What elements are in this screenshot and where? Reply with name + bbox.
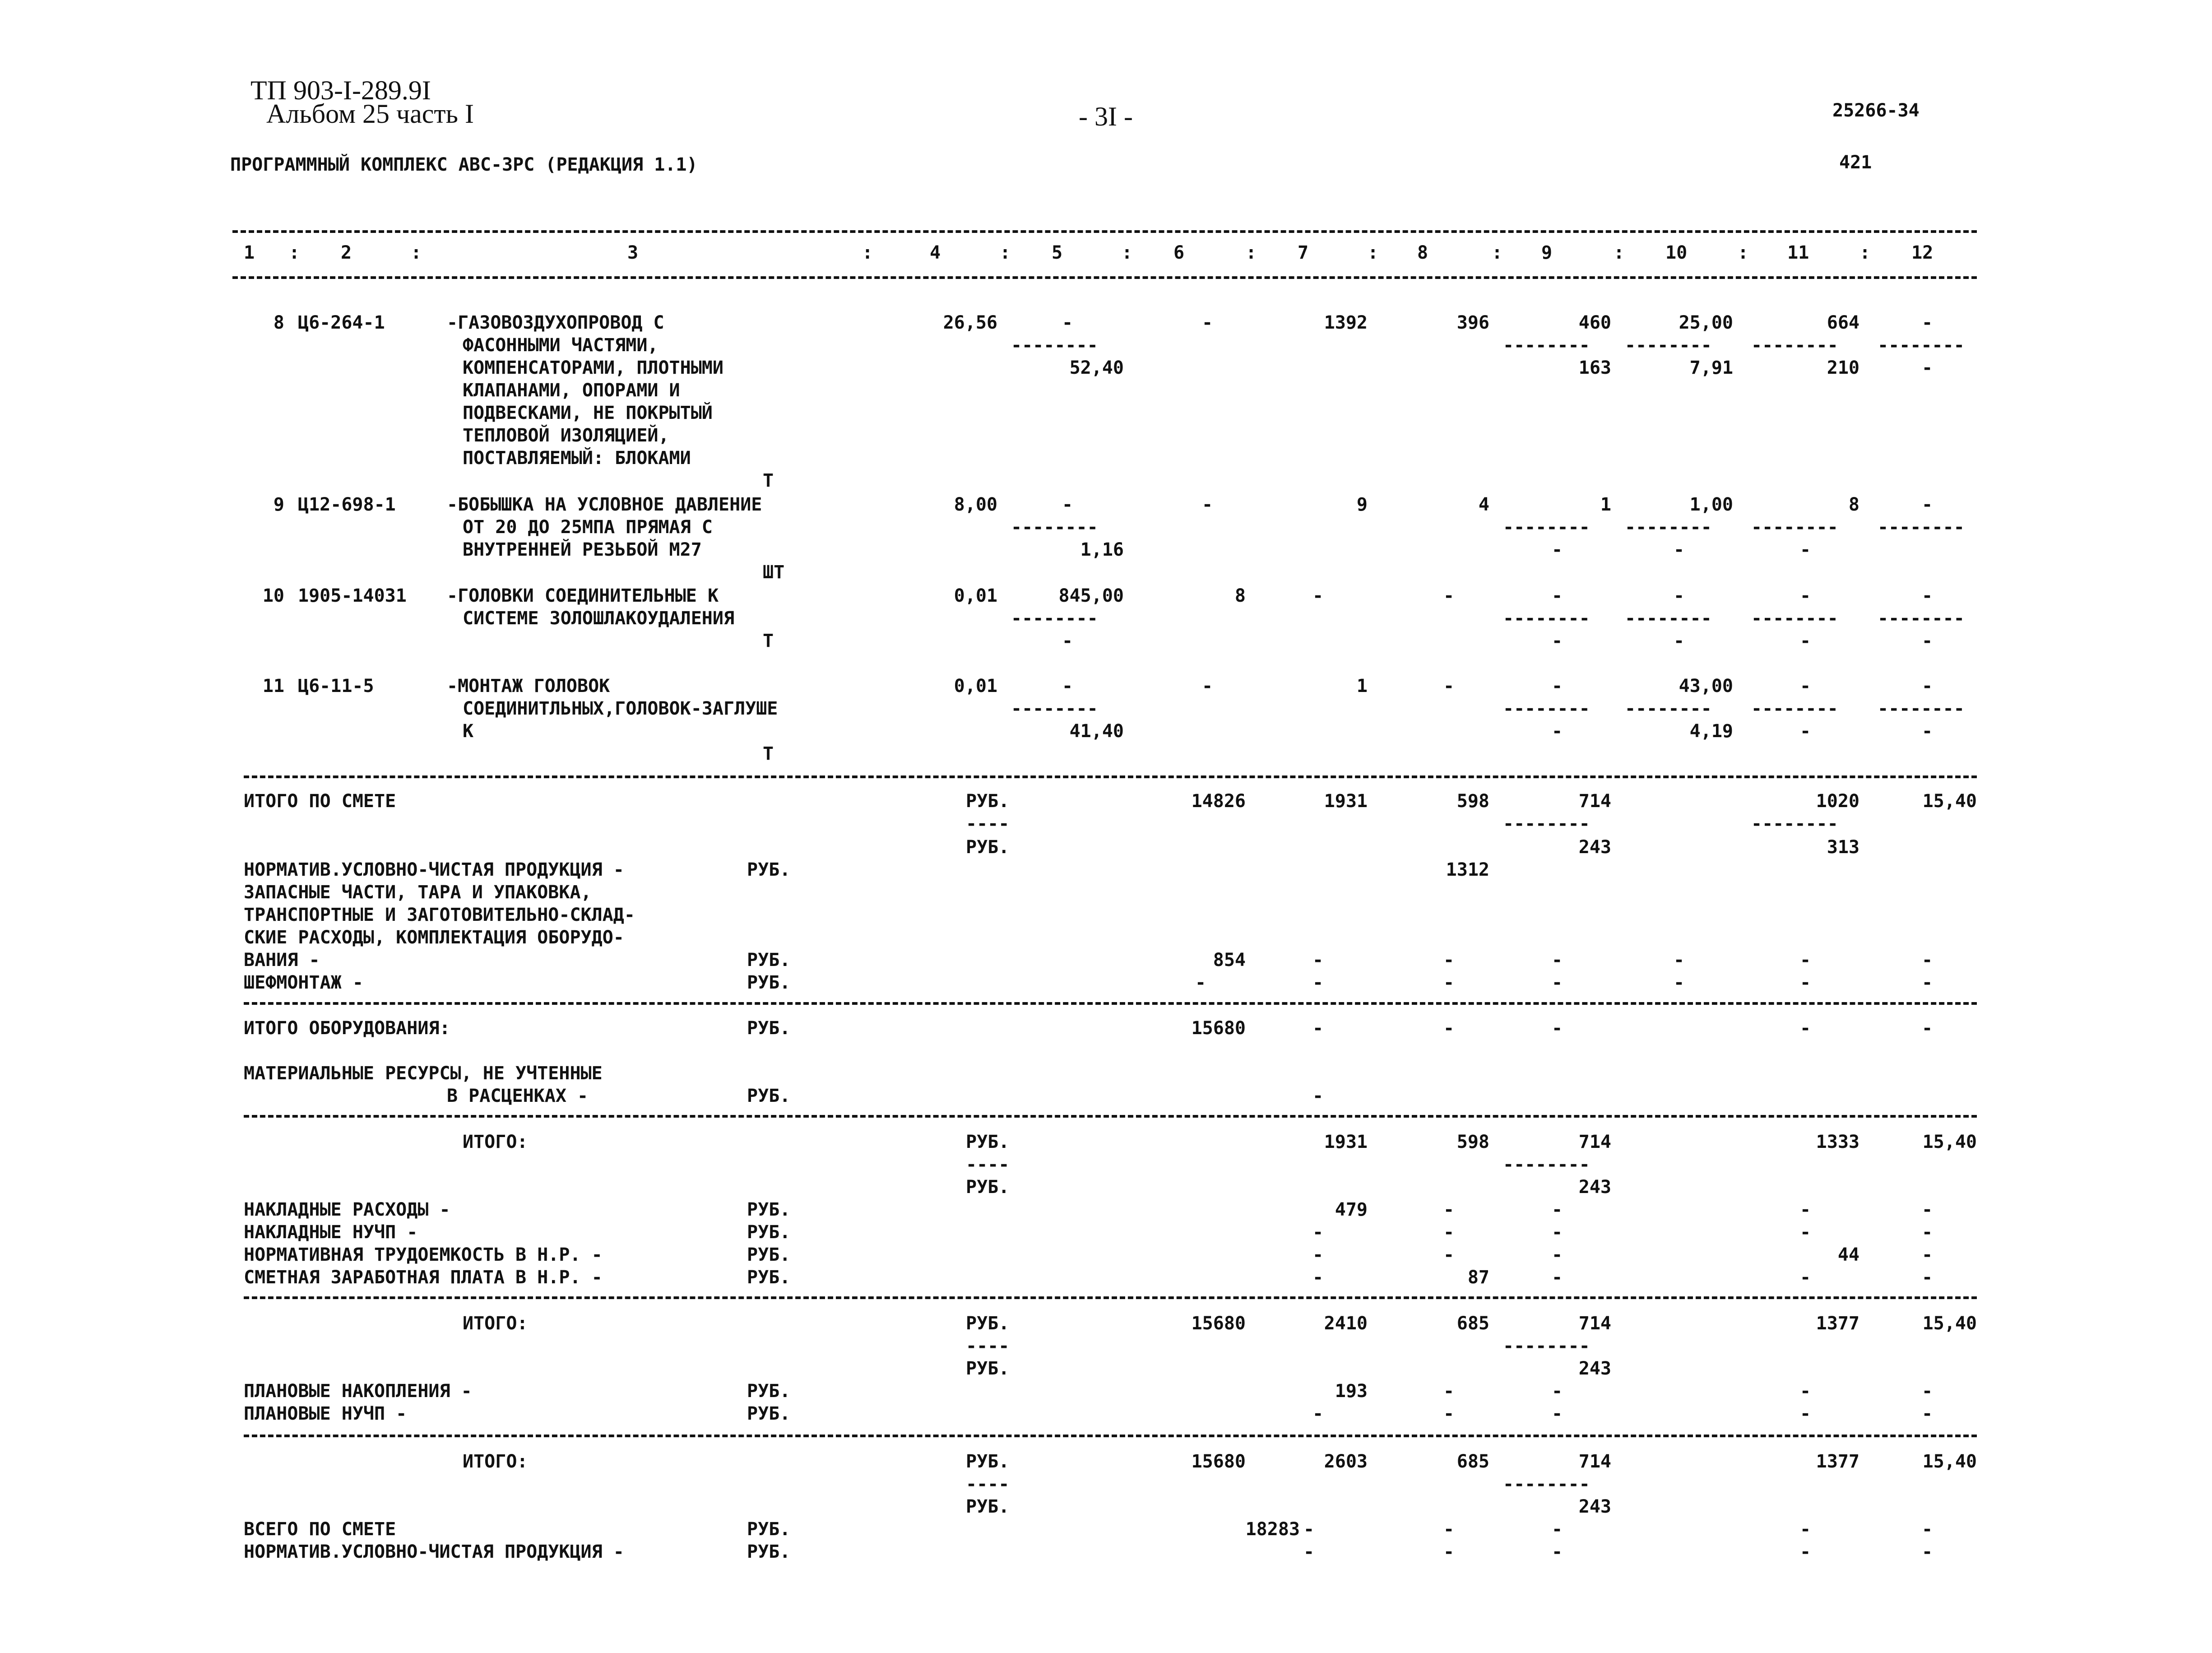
column-header-9: 9: [1541, 242, 1553, 263]
column-sep: :: [1246, 242, 1257, 263]
row-c9-top: 1: [1600, 494, 1611, 515]
summary-c11: -: [1799, 1542, 1811, 1562]
summary-c11: -: [1799, 1199, 1811, 1220]
row-desc-line: ПОСТАВЛЯЕМЫЙ: БЛОКАМИ: [463, 448, 691, 469]
summary-c9: -: [1551, 1381, 1563, 1402]
summary-c9-bottom: 243: [1578, 1177, 1611, 1198]
row-c8: 4: [1478, 494, 1489, 515]
summary-c8: -: [1443, 1199, 1455, 1220]
summary-c8: -: [1443, 1222, 1455, 1243]
summary-label: НАКЛАДНЫЕ РАСХОДЫ -: [244, 1199, 450, 1220]
summary-c12: -: [1921, 1381, 1933, 1402]
column-header-4: 4: [930, 242, 941, 263]
summary-c12: 15,40: [1922, 1451, 1977, 1472]
row-desc-line: ОТ 20 ДО 25МПА ПРЯМАЯ С: [463, 517, 713, 538]
column-header-12: 12: [1911, 242, 1934, 263]
row-c10-separator: --------: [1625, 698, 1712, 719]
row-number: 8: [273, 312, 284, 333]
summary-c12: -: [1921, 1267, 1933, 1288]
summary-c9: -: [1551, 1018, 1563, 1039]
summary-c10: -: [1673, 972, 1685, 993]
row-c7: 1392: [1324, 312, 1368, 333]
row-c12-separator: --------: [1878, 608, 1965, 629]
summary-label: СМЕТНАЯ ЗАРАБОТНАЯ ПЛАТА В Н.Р. -: [244, 1267, 603, 1288]
items-bottom-rule: [244, 775, 1977, 778]
summary-label: ИТОГО ПО СМЕТЕ: [244, 791, 396, 812]
summary-c11: 1020: [1816, 791, 1860, 812]
summary-c8: -: [1443, 1018, 1455, 1039]
column-sep: :: [1860, 242, 1871, 263]
row-c12-top: -: [1921, 676, 1933, 696]
currency-label: РУБ.: [747, 1519, 791, 1540]
row-c11-top: 664: [1827, 312, 1860, 333]
summary-c9: -: [1551, 1222, 1563, 1243]
row-c10-separator: --------: [1625, 517, 1712, 538]
row-c9-top: -: [1551, 676, 1563, 696]
row-c6: -: [1201, 312, 1213, 333]
summary-c7: -: [1312, 1018, 1324, 1039]
summary-c11: 1377: [1816, 1451, 1860, 1472]
row-c10-top: 43,00: [1679, 676, 1733, 696]
table-top-rule: [232, 230, 1977, 233]
row-c11-top: -: [1799, 585, 1811, 606]
row-c12-bottom: -: [1921, 358, 1933, 378]
summary-c12: 15,40: [1922, 791, 1977, 812]
row-code: 1905-14031: [298, 585, 407, 606]
row-unit: Т: [763, 743, 774, 764]
summary-label-line: ТРАНСПОРТНЫЕ И ЗАГОТОВИТЕЛЬНО-СКЛАД-: [244, 905, 635, 925]
summary-label-line: ЗАПАСНЫЕ ЧАСТИ, ТАРА И УПАКОВКА,: [244, 882, 592, 903]
row-c5-top: -: [1062, 676, 1073, 696]
page-number: - 3I -: [1079, 102, 1133, 131]
row-c11-top: -: [1799, 676, 1811, 696]
summary-c12: -: [1921, 1199, 1933, 1220]
summary-c7: -: [1312, 1244, 1324, 1265]
summary-c7: -: [1303, 1519, 1315, 1540]
row-code: Ц12-698-1: [298, 494, 396, 515]
currency-separator: ----: [966, 813, 1010, 834]
row-number: 9: [273, 494, 284, 515]
row-c10-separator: --------: [1625, 335, 1712, 356]
summary-c7: -: [1312, 950, 1324, 970]
summary-c9-separator: --------: [1503, 1474, 1590, 1495]
row-c11-separator: --------: [1751, 698, 1838, 719]
row-qty: 0,01: [954, 676, 997, 696]
summary-c9-bottom: 243: [1578, 837, 1611, 858]
row-c9-bottom: -: [1551, 721, 1563, 742]
row-c5-separator: --------: [1011, 517, 1098, 538]
currency-label: РУБ.: [966, 837, 1010, 858]
summary-c12: -: [1921, 972, 1933, 993]
summary-c6: 15680: [1191, 1018, 1246, 1039]
row-number: 10: [262, 585, 284, 606]
summary-c9-separator: --------: [1503, 813, 1590, 834]
currency-label: РУБ.: [966, 791, 1010, 812]
currency-label: РУБ.: [747, 1018, 791, 1039]
column-header-6: 6: [1173, 242, 1185, 263]
summary-c10: -: [1673, 950, 1685, 970]
row-c5-top: 845,00: [1058, 585, 1124, 606]
column-sep: :: [1368, 242, 1379, 263]
currency-separator: ----: [966, 1154, 1010, 1175]
row-c9-bottom: -: [1551, 631, 1563, 651]
summary-c12: -: [1921, 950, 1933, 970]
summary-c9-bottom: 243: [1578, 1358, 1611, 1379]
summary-c9: -: [1551, 1519, 1563, 1540]
row-c11-top: 8: [1848, 494, 1860, 515]
row-c6: 8: [1234, 585, 1246, 606]
currency-label: РУБ.: [747, 1403, 791, 1424]
summary-c9: 714: [1578, 791, 1611, 812]
column-header-2: 2: [341, 242, 352, 263]
row-unit: Т: [763, 470, 774, 491]
currency-label: РУБ.: [747, 859, 791, 880]
currency-label: РУБ.: [966, 1313, 1010, 1334]
row-c12-separator: --------: [1878, 335, 1965, 356]
row-desc-line: ФАСОННЫМИ ЧАСТЯМИ,: [463, 335, 658, 356]
currency-label: РУБ.: [747, 972, 791, 993]
column-header-11: 11: [1787, 242, 1809, 263]
summary-label: ИТОГО ОБОРУДОВАНИЯ:: [244, 1018, 450, 1039]
summary-c11: -: [1799, 1519, 1811, 1540]
summary-c9: 714: [1578, 1451, 1611, 1472]
summary-c12: -: [1921, 1018, 1933, 1039]
row-c12-bottom: -: [1921, 721, 1933, 742]
row-c12-top: -: [1921, 312, 1933, 333]
row-c5-bottom: 41,40: [1069, 721, 1124, 742]
summary-label: ИТОГО:: [463, 1451, 528, 1472]
row-number: 11: [262, 676, 284, 696]
row-c8: -: [1443, 676, 1455, 696]
row-c5-top: -: [1062, 312, 1073, 333]
summary-c6: 854: [1213, 950, 1246, 970]
document-code: ТП 903-I-289.9I: [250, 75, 431, 105]
row-c7: 1: [1356, 676, 1368, 696]
album-label: Альбом 25 часть I: [266, 99, 474, 129]
currency-label: РУБ.: [966, 1451, 1010, 1472]
summary-label: ИТОГО:: [463, 1132, 528, 1152]
summary-c6: 18283: [1245, 1519, 1300, 1540]
summary-label: ШЕФМОНТАЖ -: [244, 972, 363, 993]
currency-label: РУБ.: [747, 1381, 791, 1402]
currency-label: РУБ.: [966, 1177, 1010, 1198]
row-qty: 0,01: [954, 585, 997, 606]
column-header-8: 8: [1417, 242, 1428, 263]
row-desc-line: СИСТЕМЕ ЗОЛОШЛАКОУДАЛЕНИЯ: [463, 608, 735, 629]
header-bottom-rule: [232, 276, 1977, 279]
summary-c7: 193: [1335, 1381, 1368, 1402]
summary-label-line: СКИЕ РАСХОДЫ, КОМПЛЕКТАЦИЯ ОБОРУДО-: [244, 927, 624, 948]
summary-c8: 87: [1467, 1267, 1489, 1288]
summary-c9: 714: [1578, 1313, 1611, 1334]
row-c10-top: 1,00: [1689, 494, 1733, 515]
summary-c11: 1333: [1816, 1132, 1860, 1152]
summary-c7: 1931: [1324, 1132, 1368, 1152]
currency-label: РУБ.: [747, 1267, 791, 1288]
summary-c12: 15,40: [1922, 1313, 1977, 1334]
summary-c11: -: [1799, 1267, 1811, 1288]
column-sep: :: [411, 242, 422, 263]
row-c12-top: -: [1921, 494, 1933, 515]
summary-c8: -: [1443, 1244, 1455, 1265]
summary-c7: -: [1312, 1086, 1324, 1106]
summary-c8: -: [1443, 1542, 1455, 1562]
summary-label: ИТОГО:: [463, 1313, 528, 1334]
row-desc-line: СОЕДИНИТЛЬНЫХ,ГОЛОВОК-ЗАГЛУШЕ: [463, 698, 778, 719]
column-sep: :: [1000, 242, 1011, 263]
summary-c8: -: [1443, 972, 1455, 993]
section-rule: [244, 1435, 1977, 1437]
summary-c8: -: [1443, 1381, 1455, 1402]
summary-c11: -: [1799, 1381, 1811, 1402]
summary-c9: -: [1551, 1542, 1563, 1562]
summary-c6: 14826: [1191, 791, 1246, 812]
row-desc-line: -ГАЗОВОЗДУХОПРОВОД С: [447, 312, 664, 333]
column-sep: :: [1492, 242, 1503, 263]
row-c12-top: -: [1921, 585, 1933, 606]
summary-c7: 2410: [1324, 1313, 1368, 1334]
row-c5-bottom: -: [1062, 631, 1073, 651]
summary-c9-bottom: 243: [1578, 1496, 1611, 1517]
row-c5-separator: --------: [1011, 608, 1098, 629]
row-c5-bottom: 52,40: [1069, 358, 1124, 378]
summary-c11-bottom: 313: [1827, 837, 1860, 858]
currency-label: РУБ.: [747, 1222, 791, 1243]
row-c8: 396: [1456, 312, 1489, 333]
summary-c9: -: [1551, 972, 1563, 993]
row-desc-line: КЛАПАНАМИ, ОПОРАМИ И: [463, 380, 680, 401]
currency-label: РУБ.: [966, 1496, 1010, 1517]
row-c6: -: [1201, 676, 1213, 696]
summary-c8: 1312: [1446, 859, 1489, 880]
row-desc-line: КОМПЕНСАТОРАМИ, ПЛОТНЫМИ: [463, 358, 723, 378]
column-header-5: 5: [1052, 242, 1063, 263]
row-c12-bottom: -: [1921, 631, 1933, 651]
summary-c9-separator: --------: [1503, 1336, 1590, 1356]
row-c6: -: [1201, 494, 1213, 515]
summary-label-line: В РАСЦЕНКАХ -: [447, 1086, 589, 1106]
column-sep: :: [1614, 242, 1625, 263]
summary-c9: -: [1551, 1267, 1563, 1288]
row-c10-bottom: -: [1673, 539, 1685, 560]
row-c12-separator: --------: [1878, 698, 1965, 719]
row-c8: -: [1443, 585, 1455, 606]
row-desc-line: ВНУТРЕННЕЙ РЕЗЬБОЙ М27: [463, 539, 702, 560]
summary-c11: 1377: [1816, 1313, 1860, 1334]
row-c11-bottom: -: [1799, 539, 1811, 560]
currency-label: РУБ.: [747, 1542, 791, 1562]
row-code: Ц6-264-1: [298, 312, 385, 333]
currency-label: РУБ.: [747, 1199, 791, 1220]
column-header-1: 1: [244, 242, 255, 263]
currency-label: РУБ.: [747, 950, 791, 970]
row-qty: 26,56: [943, 312, 997, 333]
summary-label: НОРМАТИВ.УСЛОВНО-ЧИСТАЯ ПРОДУКЦИЯ -: [244, 1542, 624, 1562]
row-c10-top: -: [1673, 585, 1685, 606]
column-sep: :: [289, 242, 300, 263]
summary-c6: 15680: [1191, 1313, 1246, 1334]
summary-c12: -: [1921, 1519, 1933, 1540]
section-rule: [244, 1296, 1977, 1299]
summary-c9: -: [1551, 1403, 1563, 1424]
column-header-7: 7: [1298, 242, 1309, 263]
row-c11-separator: --------: [1751, 335, 1838, 356]
summary-c9: -: [1551, 1244, 1563, 1265]
row-c10-bottom: 4,19: [1689, 721, 1733, 742]
summary-label: НОРМАТИВ.УСЛОВНО-ЧИСТАЯ ПРОДУКЦИЯ -: [244, 859, 624, 880]
summary-c9: 714: [1578, 1132, 1611, 1152]
summary-c7: 2603: [1324, 1451, 1368, 1472]
summary-c7: -: [1312, 1222, 1324, 1243]
summary-c9-separator: --------: [1503, 1154, 1590, 1175]
row-c10-top: 25,00: [1679, 312, 1733, 333]
summary-c11: -: [1799, 1403, 1811, 1424]
column-header-10: 10: [1665, 242, 1688, 263]
summary-c11-separator: --------: [1751, 813, 1838, 834]
row-desc-line: ПОДВЕСКАМИ, НЕ ПОКРЫТЫЙ: [463, 403, 713, 423]
summary-c12: -: [1921, 1403, 1933, 1424]
summary-c8: -: [1443, 1403, 1455, 1424]
summary-c6: -: [1195, 972, 1206, 993]
summary-c11: -: [1799, 1018, 1811, 1039]
row-qty: 8,00: [954, 494, 997, 515]
row-c9-top: 460: [1578, 312, 1611, 333]
summary-c12: 15,40: [1922, 1132, 1977, 1152]
row-c11-bottom: -: [1799, 631, 1811, 651]
column-header-3: 3: [627, 242, 639, 263]
summary-c8: -: [1443, 1519, 1455, 1540]
row-code: Ц6-11-5: [298, 676, 374, 696]
summary-label: ПЛАНОВЫЕ НУЧП -: [244, 1403, 407, 1424]
summary-c7: -: [1312, 1267, 1324, 1288]
row-c5-top: -: [1062, 494, 1073, 515]
program-title: ПРОГРАММНЫЙ КОМПЛЕКС АВС-3РС (РЕДАКЦИЯ 1.1): [230, 154, 698, 175]
summary-label-line: МАТЕРИАЛЬНЫЕ РЕСУРСЫ, НЕ УЧТЕННЫЕ: [244, 1063, 603, 1084]
summary-c12: -: [1921, 1244, 1933, 1265]
column-sep: :: [1122, 242, 1133, 263]
row-c12-separator: --------: [1878, 517, 1965, 538]
summary-c7: -: [1303, 1542, 1315, 1562]
column-sep: :: [862, 242, 873, 263]
summary-label: ВСЕГО ПО СМЕТЕ: [244, 1519, 396, 1540]
summary-c12: -: [1921, 1222, 1933, 1243]
section-rule: [244, 1115, 1977, 1118]
summary-c8: 598: [1456, 791, 1489, 812]
currency-separator: ----: [966, 1336, 1010, 1356]
row-desc-line: К: [463, 721, 474, 742]
row-c11-bottom: 210: [1827, 358, 1860, 378]
row-c9-top: -: [1551, 585, 1563, 606]
summary-c7: 1931: [1324, 791, 1368, 812]
sheet-number: 25266-34: [1832, 100, 1920, 121]
row-desc-line: -БОБЫШКА НА УСЛОВНОЕ ДАВЛЕНИЕ: [447, 494, 762, 515]
summary-c7: 479: [1335, 1199, 1368, 1220]
summary-c11: -: [1799, 1222, 1811, 1243]
row-unit: ШТ: [763, 562, 785, 583]
row-c9-separator: --------: [1503, 608, 1590, 629]
summary-label: НОРМАТИВНАЯ ТРУДОЕМКОСТЬ В Н.Р. -: [244, 1244, 603, 1265]
summary-c8: -: [1443, 950, 1455, 970]
summary-label: НАКЛАДНЫЕ НУЧП -: [244, 1222, 418, 1243]
row-c7: 9: [1356, 494, 1368, 515]
section-rule: [244, 1002, 1977, 1005]
summary-c9: -: [1551, 1199, 1563, 1220]
row-c9-bottom: -: [1551, 539, 1563, 560]
row-desc-line: -МОНТАЖ ГОЛОВОК: [447, 676, 610, 696]
currency-label: РУБ.: [747, 1244, 791, 1265]
column-sep: :: [1738, 242, 1749, 263]
row-c10-bottom: -: [1673, 631, 1685, 651]
summary-c7: -: [1312, 1403, 1324, 1424]
row-c7: -: [1312, 585, 1324, 606]
row-c9-separator: --------: [1503, 698, 1590, 719]
row-c11-separator: --------: [1751, 608, 1838, 629]
page-index: 421: [1839, 152, 1872, 173]
row-c10-bottom: 7,91: [1689, 358, 1733, 378]
currency-label: РУБ.: [966, 1132, 1010, 1152]
row-desc-line: -ГОЛОВКИ СОЕДИНИТЕЛЬНЫЕ К: [447, 585, 719, 606]
row-c9-bottom: 163: [1578, 358, 1611, 378]
row-c10-separator: --------: [1625, 608, 1712, 629]
summary-c11: -: [1799, 972, 1811, 993]
row-c5-separator: --------: [1011, 335, 1098, 356]
currency-label: РУБ.: [966, 1358, 1010, 1379]
summary-c8: 685: [1456, 1451, 1489, 1472]
summary-c7: -: [1312, 972, 1324, 993]
row-c9-separator: --------: [1503, 335, 1590, 356]
summary-c9: -: [1551, 950, 1563, 970]
summary-label-line: ВАНИЯ -: [244, 950, 320, 970]
row-c11-bottom: -: [1799, 721, 1811, 742]
summary-c11: 44: [1837, 1244, 1860, 1265]
summary-c6: 15680: [1191, 1451, 1246, 1472]
row-c5-separator: --------: [1011, 698, 1098, 719]
summary-c8: 685: [1456, 1313, 1489, 1334]
summary-c8: 598: [1456, 1132, 1489, 1152]
currency-label: РУБ.: [747, 1086, 791, 1106]
row-unit: Т: [763, 631, 774, 651]
row-c11-separator: --------: [1751, 517, 1838, 538]
summary-c12: -: [1921, 1542, 1933, 1562]
summary-c11: -: [1799, 950, 1811, 970]
currency-separator: ----: [966, 1474, 1010, 1495]
summary-label: ПЛАНОВЫЕ НАКОПЛЕНИЯ -: [244, 1381, 472, 1402]
row-c5-bottom: 1,16: [1080, 539, 1124, 560]
row-desc-line: ТЕПЛОВОЙ ИЗОЛЯЦИЕЙ,: [463, 425, 669, 446]
row-c9-separator: --------: [1503, 517, 1590, 538]
